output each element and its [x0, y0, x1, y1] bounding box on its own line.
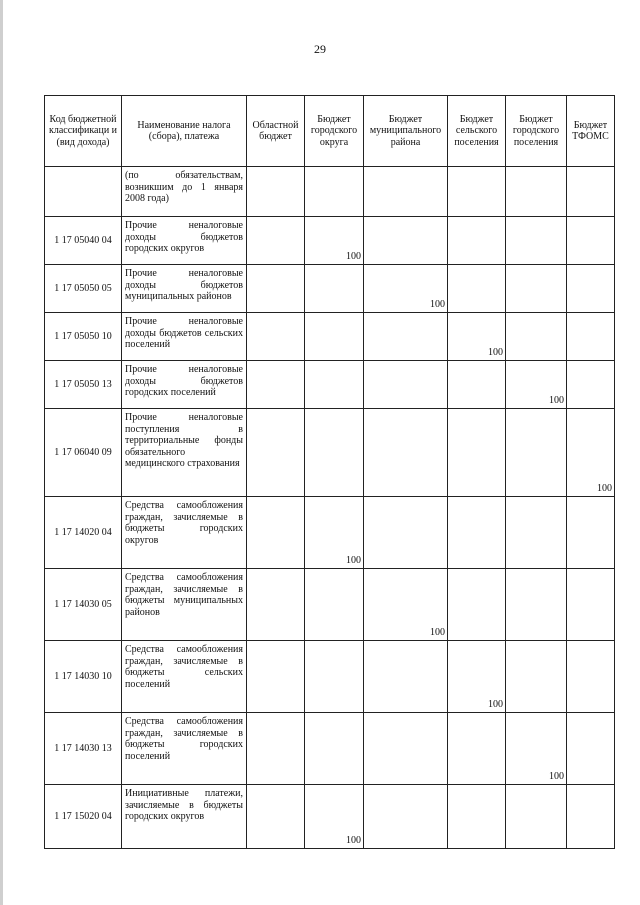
row-name: Средства самообложения граждан, зачисляемые в бюджеты сельских поселений [122, 641, 247, 713]
row-value [567, 641, 615, 713]
header-urban-settlement: Бюджет городского поселения [506, 96, 567, 167]
row-value [305, 409, 364, 497]
row-name: Прочие неналоговые доходы бюджетов муниципальных районов [122, 265, 247, 313]
row-value [364, 167, 448, 217]
row-value [448, 167, 506, 217]
row-code: 1 17 14030 10 [45, 641, 122, 713]
row-value [567, 217, 615, 265]
row-code: 1 17 14030 13 [45, 713, 122, 785]
header-municipal-district: Бюджет муниципального района [364, 96, 448, 167]
row-code: 1 17 05050 05 [45, 265, 122, 313]
row-value [247, 167, 305, 217]
row-name: Средства самообложения граждан, зачисляемые в бюджеты муниципальных районов [122, 569, 247, 641]
row-value: 100 [448, 313, 506, 361]
row-value [506, 497, 567, 569]
table-row [45, 569, 615, 641]
row-value [567, 497, 615, 569]
table-row [45, 497, 615, 569]
row-value [305, 569, 364, 641]
row-value [364, 313, 448, 361]
row-value [567, 713, 615, 785]
row-value: 100 [506, 361, 567, 409]
row-value [247, 313, 305, 361]
row-value [567, 265, 615, 313]
row-value [247, 641, 305, 713]
row-value [448, 785, 506, 849]
row-name: Инициативные платежи, зачисляемые в бюджеты городских округов [122, 785, 247, 849]
row-name: Прочие неналоговые доходы бюджетов сельских поселений [122, 313, 247, 361]
header-name: Наименование налога (сбора), платежа [122, 96, 247, 167]
row-name: Средства самообложения граждан, зачисляемые в бюджеты городских поселений [122, 713, 247, 785]
table-row [45, 713, 615, 785]
row-value [305, 361, 364, 409]
row-value [305, 167, 364, 217]
row-name: Прочие неналоговые доходы бюджетов городских округов [122, 217, 247, 265]
row-value [364, 713, 448, 785]
row-value [364, 409, 448, 497]
row-name: (по обязательствам, возникшим до 1 января 2008 года) [122, 167, 247, 217]
row-value [506, 641, 567, 713]
row-code: 1 17 14030 05 [45, 569, 122, 641]
row-value [364, 497, 448, 569]
row-value [305, 641, 364, 713]
table-row [45, 409, 615, 497]
header-regional: Областной бюджет [247, 96, 305, 167]
table-row [45, 361, 615, 409]
row-value [247, 361, 305, 409]
row-value: 100 [305, 217, 364, 265]
row-value [506, 265, 567, 313]
row-value [448, 217, 506, 265]
row-value [448, 409, 506, 497]
header-row [45, 96, 615, 167]
row-value [448, 569, 506, 641]
header-tfoms: Бюджет ТФОМС [567, 96, 615, 167]
row-value: 100 [448, 641, 506, 713]
row-value [448, 361, 506, 409]
table-row [45, 785, 615, 849]
row-value [567, 785, 615, 849]
budget-distribution-table [44, 95, 615, 849]
row-value [247, 785, 305, 849]
row-value [506, 569, 567, 641]
row-name: Прочие неналоговые доходы бюджетов городских поселений [122, 361, 247, 409]
row-value [305, 313, 364, 361]
table-row [45, 217, 615, 265]
row-value [364, 361, 448, 409]
row-value [247, 409, 305, 497]
row-code: 1 17 05040 04 [45, 217, 122, 265]
table-row [45, 167, 615, 217]
row-code: 1 17 05050 10 [45, 313, 122, 361]
header-city-district: Бюджет городского округа [305, 96, 364, 167]
header-rural-settlement: Бюджет сельского поселения [448, 96, 506, 167]
row-value [364, 641, 448, 713]
scan-edge [0, 0, 3, 905]
row-value [305, 713, 364, 785]
row-value [247, 569, 305, 641]
row-value [506, 409, 567, 497]
row-value [305, 265, 364, 313]
row-value [567, 361, 615, 409]
row-code: 1 17 06040 09 [45, 409, 122, 497]
row-code: 1 17 05050 13 [45, 361, 122, 409]
row-value: 100 [567, 409, 615, 497]
row-value [247, 265, 305, 313]
row-value [506, 167, 567, 217]
row-value [247, 497, 305, 569]
row-name: Прочие неналоговые поступления в территориальные фонды обязательного медицинского страхования [122, 409, 247, 497]
row-value [448, 497, 506, 569]
row-value: 100 [305, 497, 364, 569]
row-value [247, 217, 305, 265]
row-value [506, 785, 567, 849]
table-row [45, 313, 615, 361]
row-name: Средства самообложения граждан, зачисляемые в бюджеты городских округов [122, 497, 247, 569]
page-number: 29 [314, 42, 326, 56]
row-code: 1 17 15020 04 [45, 785, 122, 849]
row-value [506, 313, 567, 361]
header-code: Код бюджетной классификаци и (вид дохода) [45, 96, 122, 167]
row-value [364, 217, 448, 265]
row-value [567, 313, 615, 361]
row-value: 100 [364, 569, 448, 641]
row-value: 100 [506, 713, 567, 785]
row-value: 100 [305, 785, 364, 849]
row-value [567, 167, 615, 217]
row-code: 1 17 14020 04 [45, 497, 122, 569]
row-value [567, 569, 615, 641]
table-row [45, 265, 615, 313]
row-value: 100 [364, 265, 448, 313]
table-row [45, 641, 615, 713]
row-value [364, 785, 448, 849]
row-value [448, 265, 506, 313]
row-value [247, 713, 305, 785]
row-value [506, 217, 567, 265]
row-value [448, 713, 506, 785]
row-code [45, 167, 122, 217]
